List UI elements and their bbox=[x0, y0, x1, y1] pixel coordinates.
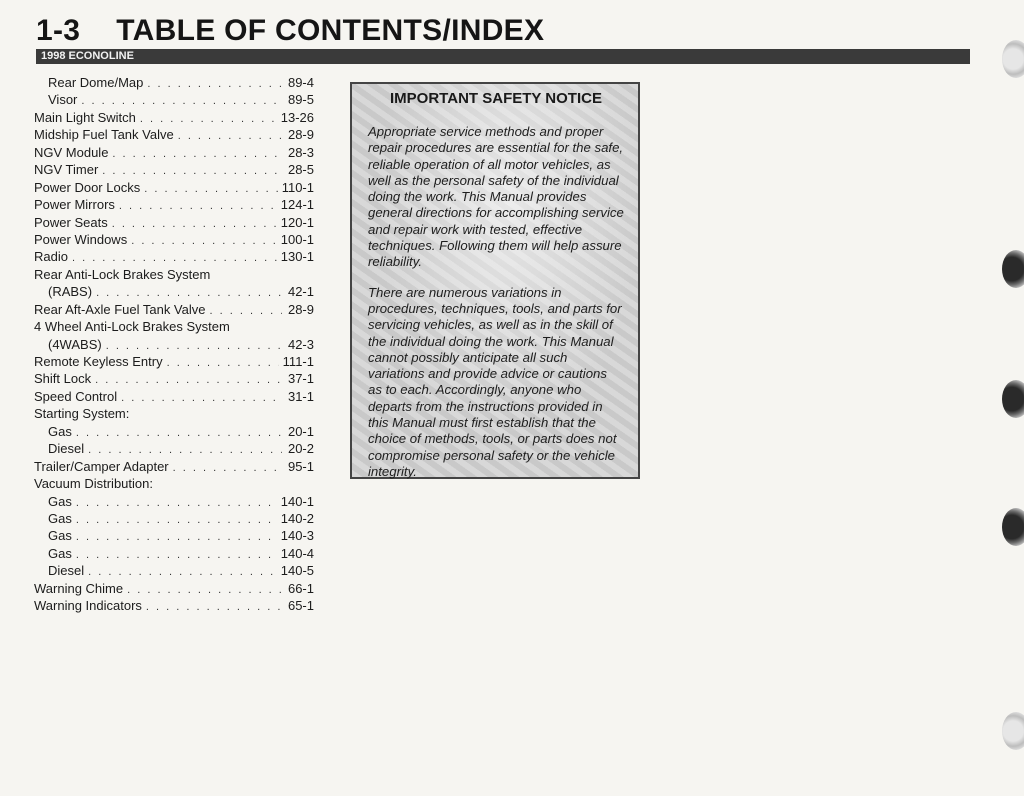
index-entry bbox=[34, 562, 314, 579]
index-entry-label: (RABS) bbox=[48, 284, 93, 300]
index-entry-label: Visor bbox=[48, 92, 78, 108]
index-entry-page: 95-1 bbox=[287, 458, 314, 474]
dot-leader bbox=[76, 547, 277, 564]
index-entry-page: 28-5 bbox=[287, 162, 314, 178]
index-entry bbox=[34, 301, 314, 318]
dot-leader bbox=[144, 181, 277, 198]
dot-leader bbox=[173, 460, 282, 477]
dot-leader bbox=[121, 390, 282, 407]
index-entry-label: Power Door Locks bbox=[34, 179, 141, 195]
index-entry bbox=[34, 196, 314, 213]
index-entry bbox=[34, 405, 314, 422]
banner-text: 1998 ECONOLINE bbox=[41, 50, 134, 62]
index-entry bbox=[34, 144, 314, 161]
index-entry-label: Diesel bbox=[48, 441, 85, 457]
index-entry-page: 140-1 bbox=[280, 493, 314, 509]
index-entry-page: 111-1 bbox=[282, 354, 314, 369]
safety-notice-paragraph: There are numerous variations in procedures, techniques, tools, and parts for servicing vehicles, as well as in the skill of the individual doing the work. This Manual cannot possibly anticipate all such variations and provide advice or cautions as to each. Accordingly, anyone who departs from the instructions provided in this Manual must first establish that the choice of methods, tools, or parts does not compromise personal safety or the vehicle integrity. bbox=[368, 284, 622, 479]
index-entry-label: Power Windows bbox=[34, 231, 128, 247]
index-entry-page: 20-1 bbox=[287, 423, 314, 439]
dot-leader bbox=[119, 198, 277, 215]
index-entry bbox=[34, 161, 314, 178]
dot-leader bbox=[72, 250, 277, 267]
index-entry-page: 66-1 bbox=[287, 580, 314, 596]
index-entry bbox=[34, 510, 314, 527]
dot-leader bbox=[112, 146, 282, 163]
binder-hole-icon bbox=[1002, 250, 1024, 288]
index-entry-page: 100-1 bbox=[280, 231, 314, 247]
binder-hole-icon bbox=[1002, 380, 1024, 418]
index-entry-label: Gas bbox=[48, 423, 72, 439]
index-entry-label: (4WABS) bbox=[48, 336, 102, 352]
index-entry-label: Trailer/Camper Adapter bbox=[34, 458, 169, 474]
index-entry-page: 65-1 bbox=[287, 598, 314, 614]
index-entry-page: 13-26 bbox=[280, 109, 314, 125]
safety-notice-box bbox=[350, 82, 640, 479]
index-entry-page: 37-1 bbox=[287, 371, 314, 387]
index-entry-label: Shift Lock bbox=[34, 371, 92, 387]
index-entry-page: 42-1 bbox=[287, 284, 314, 300]
dot-leader bbox=[167, 355, 279, 372]
index-entry-page: 89-4 bbox=[287, 75, 314, 90]
index-entry bbox=[34, 458, 314, 475]
index-entry bbox=[34, 353, 314, 370]
index-entry-page: 42-3 bbox=[287, 336, 314, 352]
index-entry-page: 31-1 bbox=[287, 388, 314, 404]
index-entry-label: Speed Control bbox=[34, 388, 118, 404]
page-header bbox=[36, 12, 970, 64]
index-entry bbox=[34, 91, 314, 108]
dot-leader bbox=[178, 128, 282, 145]
index-entry-label: Midship Fuel Tank Valve bbox=[34, 127, 174, 143]
index-entry bbox=[34, 423, 314, 440]
dot-leader bbox=[76, 425, 282, 442]
dot-leader bbox=[146, 599, 282, 616]
dot-leader bbox=[102, 163, 282, 180]
index-entry-page: 28-9 bbox=[287, 301, 314, 317]
index-entry-label: Power Seats bbox=[34, 214, 108, 230]
index-entry-label: Diesel bbox=[48, 563, 85, 579]
index-entry bbox=[34, 336, 314, 353]
page-title bbox=[36, 12, 970, 50]
index-entry-label: Warning Chime bbox=[34, 580, 124, 596]
index-entry-page: 130-1 bbox=[280, 249, 314, 265]
index-entry bbox=[34, 126, 314, 143]
dot-leader bbox=[131, 233, 277, 250]
dot-leader bbox=[76, 512, 277, 529]
index-entry bbox=[34, 74, 314, 91]
safety-notice-title: IMPORTANT SAFETY NOTICE bbox=[390, 90, 602, 107]
index-entry bbox=[34, 248, 314, 265]
index-entry-page: 110-1 bbox=[281, 179, 314, 195]
index-entry-page: 28-9 bbox=[287, 127, 314, 143]
index-entry bbox=[34, 283, 314, 300]
index-entry-page: 140-4 bbox=[280, 545, 314, 561]
index-entry-label: Gas bbox=[48, 528, 72, 544]
index-entry bbox=[34, 370, 314, 387]
binder-hole-icon bbox=[1002, 712, 1024, 750]
model-banner bbox=[36, 49, 970, 64]
index-entry-page: 89-5 bbox=[287, 92, 314, 108]
index-entry-label: NGV Timer bbox=[34, 162, 99, 178]
index-entry bbox=[34, 318, 314, 335]
index-entry-label: Vacuum Distribution: bbox=[34, 476, 153, 492]
index-entry-page: 20-2 bbox=[287, 441, 314, 457]
dot-leader bbox=[81, 93, 282, 110]
index-entry-label: Rear Anti-Lock Brakes System bbox=[34, 266, 211, 282]
index-entry-page: 28-3 bbox=[287, 144, 314, 160]
dot-leader bbox=[147, 76, 282, 93]
index-entry-page: 140-2 bbox=[280, 510, 314, 526]
index-entry-label: Remote Keyless Entry bbox=[34, 354, 163, 369]
dot-leader bbox=[112, 216, 277, 233]
title-text: TABLE OF CONTENTS/INDEX bbox=[116, 14, 545, 47]
index-entry-page: 120-1 bbox=[280, 214, 314, 230]
index-entry bbox=[34, 580, 314, 597]
dot-leader bbox=[76, 495, 277, 512]
index-entry-label: Rear Dome/Map bbox=[48, 75, 144, 90]
index-entry-label: Radio bbox=[34, 249, 68, 265]
index-entry-label: Starting System: bbox=[34, 406, 130, 422]
index-entry-label: Gas bbox=[48, 493, 72, 509]
index-entry bbox=[34, 214, 314, 231]
safety-notice-paragraph: Appropriate service methods and proper repair procedures are essential for the safe, reliable operation of all motor vehicles, as well as the personal safety of the individual doing the work. This Manual provides general directions for accomplishing service and repair work with tested, effective techniques. Following them will help assure reliability. bbox=[368, 124, 624, 270]
page-number: 1-3 bbox=[36, 14, 81, 47]
index-entry-label: Gas bbox=[48, 510, 72, 526]
index-entry-page: 124-1 bbox=[280, 197, 314, 213]
dot-leader bbox=[127, 582, 282, 599]
dot-leader bbox=[95, 372, 282, 389]
binder-hole-icon bbox=[1002, 508, 1024, 546]
index-entry bbox=[34, 597, 314, 614]
dot-leader bbox=[140, 111, 277, 128]
index-entry-label: Gas bbox=[48, 545, 72, 561]
index-entry-label: 4 Wheel Anti-Lock Brakes System bbox=[34, 319, 230, 335]
dot-leader bbox=[88, 442, 282, 459]
index-entry bbox=[34, 266, 314, 283]
index-entry-label: Power Mirrors bbox=[34, 197, 115, 213]
index-list bbox=[34, 74, 314, 615]
index-entry bbox=[34, 527, 314, 544]
index-entry bbox=[34, 388, 314, 405]
index-entry-label: NGV Module bbox=[34, 144, 109, 160]
index-entry bbox=[34, 231, 314, 248]
dot-leader bbox=[88, 564, 277, 581]
index-entry bbox=[34, 475, 314, 492]
index-entry-page: 140-3 bbox=[280, 528, 314, 544]
index-entry bbox=[34, 545, 314, 562]
index-entry-label: Rear Aft-Axle Fuel Tank Valve bbox=[34, 301, 206, 317]
dot-leader bbox=[106, 338, 282, 355]
index-entry bbox=[34, 440, 314, 457]
index-entry bbox=[34, 493, 314, 510]
index-entry-label: Warning Indicators bbox=[34, 598, 142, 614]
dot-leader bbox=[210, 303, 283, 320]
index-entry bbox=[34, 179, 314, 196]
index-entry-label: Main Light Switch bbox=[34, 109, 136, 125]
index-entry bbox=[34, 109, 314, 126]
binder-hole-icon bbox=[1002, 40, 1024, 78]
dot-leader bbox=[76, 529, 277, 546]
index-entry-page: 140-5 bbox=[280, 563, 314, 579]
dot-leader bbox=[96, 285, 282, 302]
